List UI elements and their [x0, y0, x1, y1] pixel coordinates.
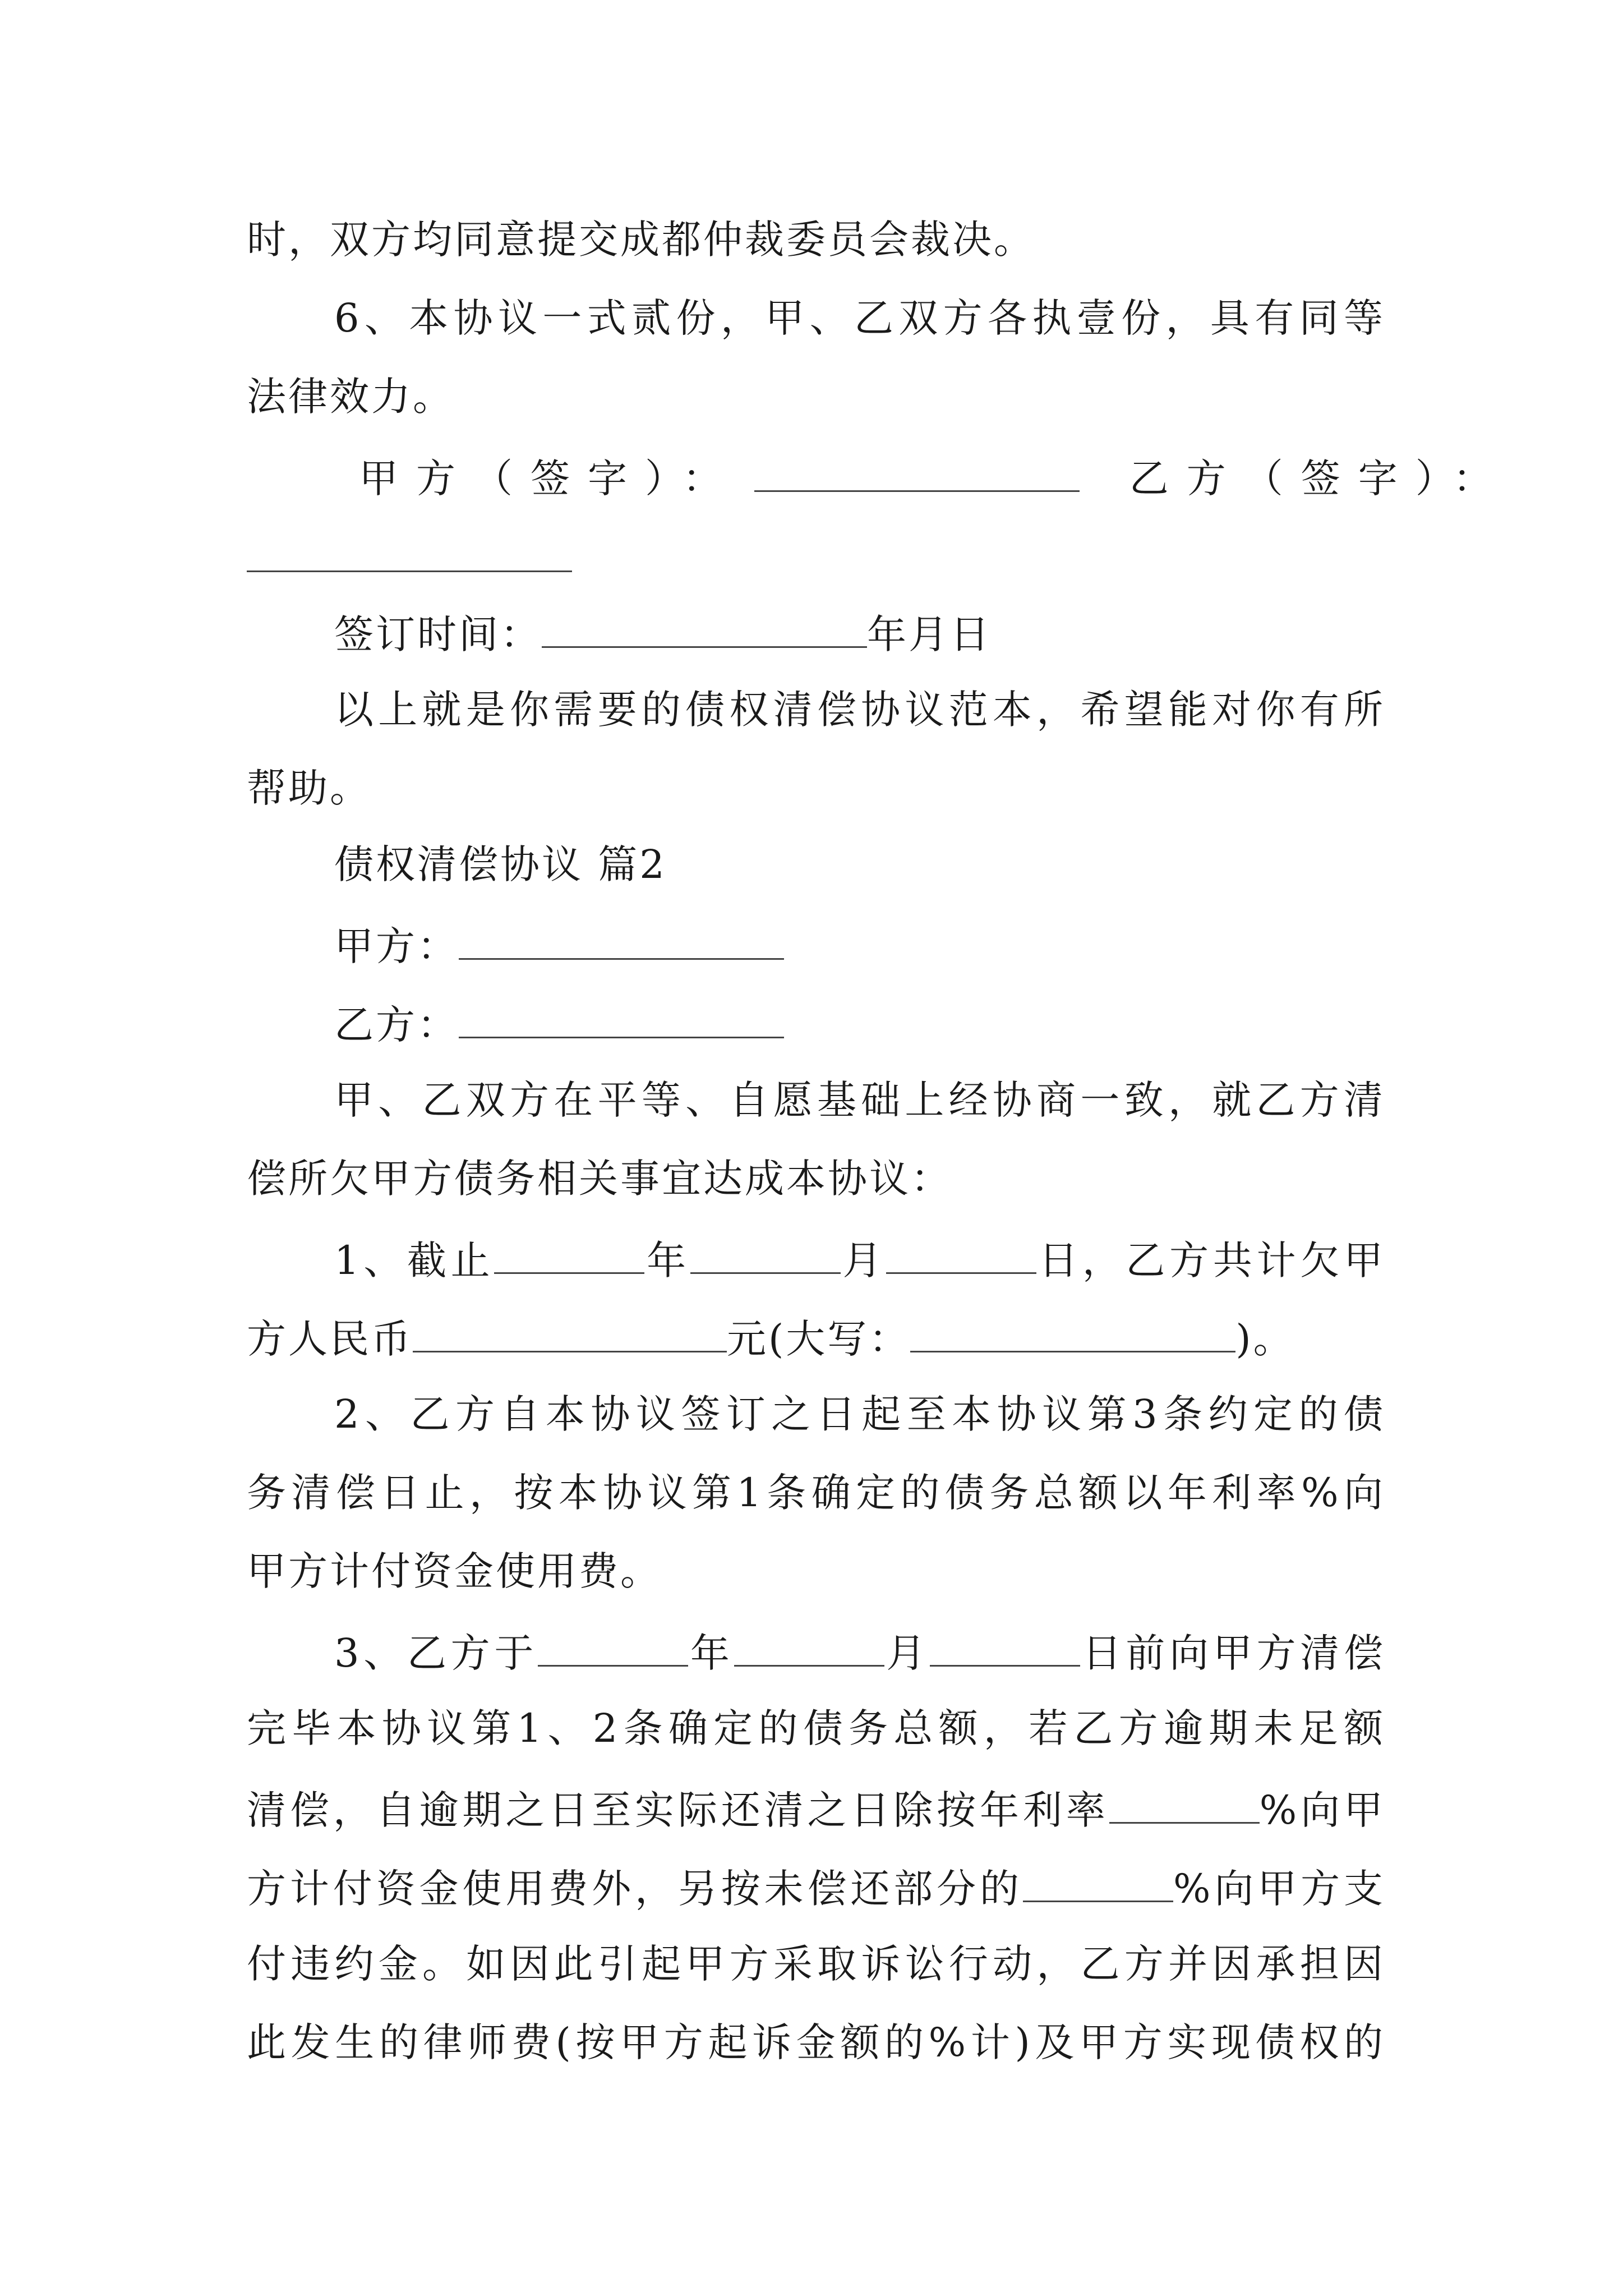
text-span: 债权清偿协议 篇2	[334, 841, 667, 887]
paragraph-line	[334, 1077, 1385, 1123]
sign-date-line	[334, 611, 1385, 657]
party-b-signature-label: 乙方（签字）：	[1129, 455, 1510, 501]
text-span: 6、本协议一式贰份，甲、乙双方各执壹份，具有同等	[334, 295, 1385, 341]
text-span: 日前向甲方清偿	[1080, 1630, 1386, 1676]
text-span: 时，双方均同意提交成都仲裁委员会裁决。	[247, 217, 1035, 263]
text-span: 甲方计付资金使用费。	[247, 1548, 662, 1594]
paragraph-line	[334, 687, 1385, 733]
text-span: 年	[644, 1237, 690, 1283]
signature-line	[359, 455, 1510, 501]
text-span: 元(大写：	[727, 1316, 911, 1362]
party-a-line	[334, 923, 1385, 969]
amount-line	[247, 1316, 1385, 1362]
clause-6-line	[334, 295, 1385, 341]
text-span: 完毕本协议第1、2条确定的债务总额，若乙方逾期未足额	[247, 1705, 1385, 1751]
party-b-line	[334, 1002, 1385, 1048]
text-span: 年月日	[867, 611, 992, 657]
party-a-signature-label: 甲方（签字）：	[359, 455, 740, 501]
party-b-signature-blank-line	[247, 536, 1385, 569]
amount-blank	[413, 1316, 727, 1352]
year-blank	[538, 1630, 688, 1667]
paragraph-line	[247, 2019, 1385, 2065]
paragraph-line	[247, 1470, 1385, 1516]
sign-date-label: 签订时间：	[334, 611, 542, 657]
party-b-label: 乙方：	[334, 1002, 459, 1048]
party-b-signature-blank	[247, 536, 572, 572]
text-span: %向甲方支	[1173, 1866, 1386, 1912]
text-span: 此发生的律师费(按甲方起诉金额的%计)及甲方实现债权的	[247, 2019, 1385, 2065]
paragraph-line	[247, 217, 1385, 263]
paragraph-line	[247, 374, 1385, 420]
penalty-rate-blank	[1023, 1866, 1173, 1902]
paragraph-line	[247, 1705, 1385, 1751]
paragraph-line	[247, 765, 1385, 811]
paragraph-line	[247, 1866, 1386, 1912]
text-span: 甲、乙双方在平等、自愿基础上经协商一致，就乙方清	[334, 1077, 1385, 1123]
year-blank	[494, 1237, 644, 1274]
text-span: 2、乙方自本协议签订之日起至本协议第3条约定的债	[334, 1391, 1385, 1437]
text-span: 清偿，自逾期之日至实际还清之日除按年利率	[247, 1787, 1109, 1833]
text-span: 付违约金。如因此引起甲方采取诉讼行动，乙方并因承担因	[247, 1941, 1385, 1987]
text-span: 方计付资金使用费外，另按未偿还部分的	[247, 1866, 1023, 1912]
month-blank	[734, 1630, 884, 1667]
text-span: 法律效力。	[247, 374, 454, 420]
clause-1-line	[334, 1237, 1386, 1283]
text-span: 日，乙方共计欠甲	[1036, 1237, 1386, 1283]
text-span: 务清偿日止，按本协议第1条确定的债务总额以年利率%向	[247, 1470, 1385, 1516]
text-span: 月	[840, 1237, 887, 1283]
party-b-blank	[459, 1002, 784, 1038]
paragraph-line	[247, 1941, 1385, 1987]
party-a-blank	[459, 923, 784, 960]
paragraph-line	[247, 1787, 1386, 1833]
paragraph-line	[247, 1156, 1385, 1202]
party-a-label: 甲方：	[334, 923, 459, 969]
text-span: 3、乙方于	[334, 1630, 538, 1676]
section-heading	[334, 841, 1385, 887]
text-span: 1、截止	[334, 1237, 495, 1283]
month-blank	[690, 1237, 841, 1274]
text-span: 月	[884, 1630, 930, 1676]
sign-date-blank	[542, 611, 867, 648]
text-span: 偿所欠甲方债务相关事宜达成本协议：	[247, 1156, 952, 1202]
text-span: 方人民币	[247, 1316, 413, 1362]
text-span: )。	[1235, 1316, 1295, 1362]
day-blank	[886, 1237, 1036, 1274]
clause-3-line	[334, 1630, 1386, 1676]
clause-2-line	[334, 1391, 1385, 1437]
rate-blank	[1109, 1787, 1260, 1824]
text-span: %向甲	[1259, 1787, 1386, 1833]
amount-words-blank	[910, 1316, 1235, 1352]
text-span: 帮助。	[247, 765, 371, 811]
text-span: 年	[688, 1630, 734, 1676]
paragraph-line	[247, 1548, 1385, 1594]
text-span: 以上就是你需要的债权清偿协议范本，希望能对你有所	[334, 687, 1385, 733]
party-a-signature-blank	[754, 455, 1080, 492]
day-blank	[930, 1630, 1080, 1667]
